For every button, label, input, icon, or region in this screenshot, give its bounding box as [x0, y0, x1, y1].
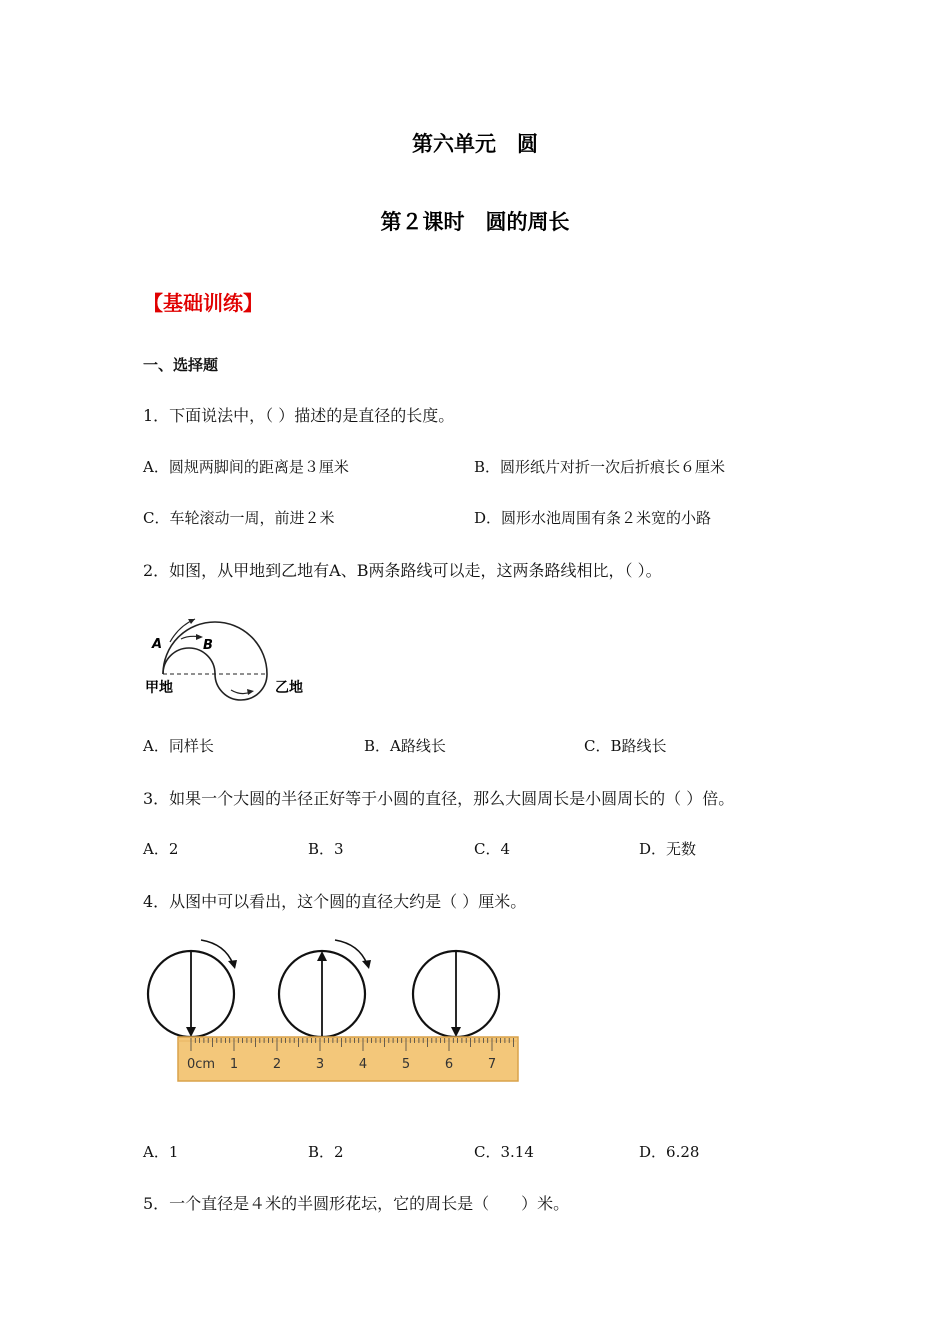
- circle-2-up-arrowhead: [317, 951, 327, 961]
- question-5-stem: 5．一个直径是４米的半圆形花坛，它的周长是（ ）米。: [143, 1194, 570, 1213]
- question-4-stem: 4．从图中可以看出，这个圆的直径大约是（ ）厘米。: [143, 892, 527, 911]
- q1-option-d: D．圆形水池周围有条２米宽的小路: [474, 509, 712, 527]
- ruler-label: 3: [315, 1057, 325, 1072]
- route-b-arrowhead: [196, 634, 203, 640]
- label-start-place: 甲地: [145, 680, 173, 696]
- section-label: 【基础训练】: [143, 291, 263, 315]
- q3-option-c: C．4: [474, 840, 511, 858]
- circle-2-rotation-arrowhead: [362, 960, 371, 969]
- ruler-label: 5: [401, 1057, 411, 1072]
- circle-1-down-arrowhead: [186, 1027, 196, 1037]
- ruler-label: 0cm: [187, 1057, 216, 1072]
- q1-option-b: B．圆形纸片对折一次后折痕长６厘米: [474, 458, 726, 476]
- q3-option-b: B．3: [308, 840, 344, 858]
- ruler-label: 4: [358, 1057, 368, 1072]
- circle-2-rotation-arrow: [335, 940, 367, 964]
- unit-title: 第六单元 圆: [412, 132, 538, 156]
- ruler-label: 2: [272, 1057, 282, 1072]
- ruler-circle-figure: [143, 934, 523, 1086]
- label-route-a: A: [152, 637, 163, 652]
- ruler-label: 1: [229, 1057, 239, 1072]
- question-3-stem: 3．如果一个大圆的半径正好等于小圆的直径，那么大圆周长是小圆周长的（ ）倍。: [143, 789, 735, 808]
- label-route-b: B: [203, 638, 213, 653]
- route-b-lower-arc: [215, 674, 267, 700]
- circle-3-down-arrowhead: [451, 1027, 461, 1037]
- ruler-label: 7: [487, 1057, 497, 1072]
- q2-option-a: A．同样长: [143, 737, 214, 755]
- q2-option-c: C．B路线长: [584, 737, 667, 755]
- circle-1-rotation-arrowhead: [228, 960, 237, 969]
- q3-option-a: A．2: [143, 840, 179, 858]
- question-2-stem: 2．如图，从甲地到乙地有A、B两条路线可以走，这两条路线相比，（ ）。: [143, 561, 662, 580]
- part-label: 一、选择题: [143, 356, 219, 374]
- q2-option-b: B．A路线长: [364, 737, 446, 755]
- q4-option-d: D．6.28: [639, 1143, 700, 1161]
- q1-option-c: C．车轮滚动一周，前进２米: [143, 509, 335, 527]
- ruler-label: 6: [444, 1057, 454, 1072]
- lower-arc-arrowhead: [247, 689, 254, 695]
- question-1-stem: 1．下面说法中，（ ）描述的是直径的长度。: [143, 406, 455, 425]
- q3-option-d: D．无数: [639, 840, 697, 858]
- q4-option-c: C．3.14: [474, 1143, 534, 1161]
- q1-option-a: A．圆规两脚间的距离是３厘米: [143, 458, 349, 476]
- label-end-place: 乙地: [275, 680, 303, 696]
- lesson-title: 第２课时 圆的周长: [380, 210, 570, 234]
- q4-option-b: B．2: [308, 1143, 344, 1161]
- q4-option-a: A．1: [143, 1143, 179, 1161]
- route-figure: [143, 606, 323, 710]
